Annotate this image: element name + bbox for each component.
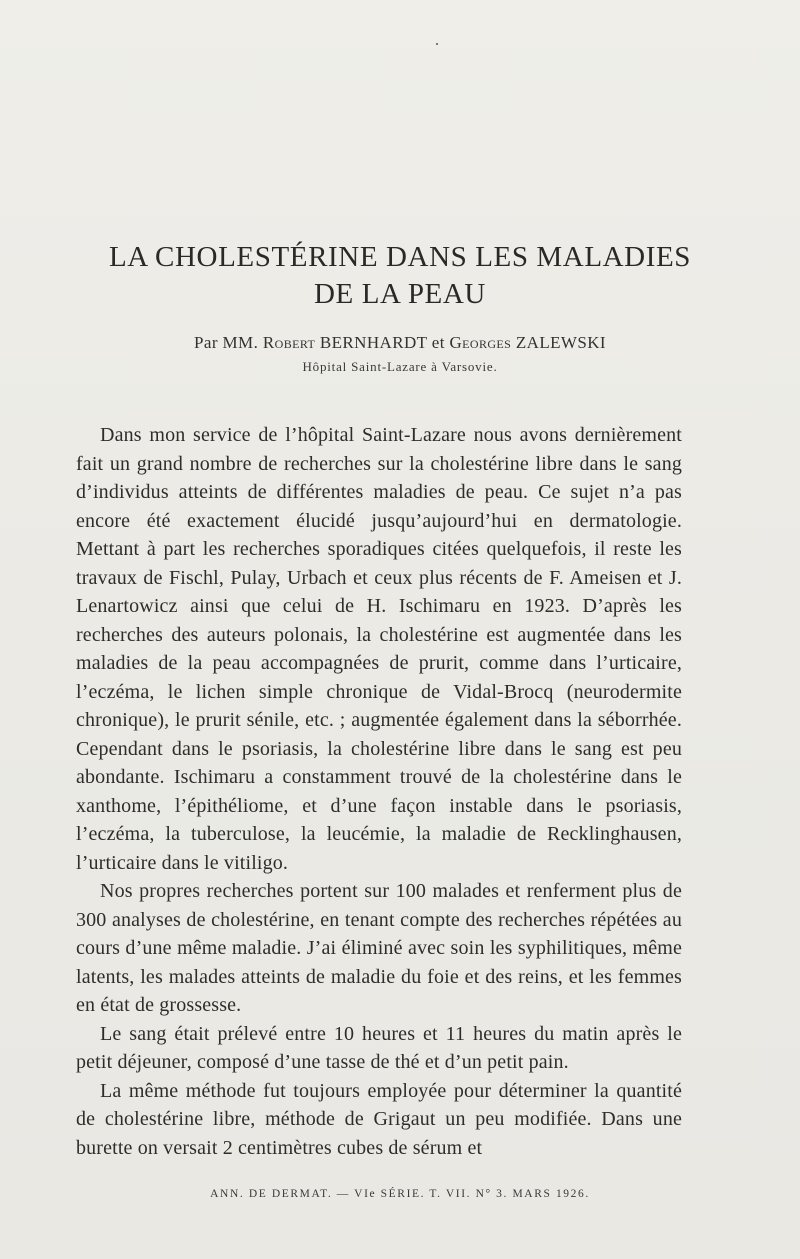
author-2-last-name: ZALEWSKI xyxy=(515,333,606,352)
ink-speck xyxy=(436,43,438,45)
byline-prefix: Par MM. xyxy=(194,333,259,352)
body-paragraph: Le sang était prélevé entre 10 heures et 11 heures du matin après le petit déjeuner, composé d’une tasse de thé et d’un petit pain. xyxy=(76,1022,682,1073)
journal-footer: ANN. DE DERMAT. — VIe SÉRIE. T. VII. N° 3. MARS 1926. xyxy=(210,1188,590,1200)
author-byline xyxy=(60,333,740,353)
author-2-first-name: Georges xyxy=(449,333,512,352)
author-affiliation: Hôpital Saint-Lazare à Varsovie. xyxy=(302,359,498,374)
byline-conjunction: et xyxy=(431,333,445,352)
body-paragraph: Nos propres recherches portent sur 100 malades et renferment plus de 300 analyses de cholestérine, en tenant compte des recherches répétées au cours d’une même maladie. J’ai éliminé avec soin les syphilitiques, même latents, les malades atteints de maladie du foie et des reins, et les femmes en état de grossesse. xyxy=(76,880,682,1016)
author-1-last-name: BERNHARDT xyxy=(319,333,428,352)
article-body xyxy=(76,421,682,1162)
body-paragraph: Dans mon service de l’hôpital Saint-Lazare nous avons dernièrement fait un grand nombre de recherches sur la cholestérine libre dans le sang d’individus atteints de différentes maladies de peau. Ce sujet n’a pas encore été exactement élucidé jusqu’aujourd’hui en dermatologie. Mettant à part les recherches sporadiques citées quelquefois, il reste les travaux de Fischl, Pulay, Urbach et ceux plus récents de F. Ameisen et J. Lenartowicz ainsi que celui de H. Ischimaru en 1923. D’après les recherches des auteurs polonais, la cholestérine est augmentée dans les maladies de la peau accompagnées de prurit, comme dans l’urticaire, l’eczéma, le lichen simple chronique de Vidal-Brocq (neurodermite chronique), le prurit sénile, etc. ; augmentée également dans la séborrhée. Cependant dans le psoriasis, la cholestérine libre dans le sang est peu abondante. Ischimaru a constamment trouvé de la cholestérine dans le xanthome, l’épithéliome, et d’une façon instable dans le psoriasis, l’eczéma, la tuberculose, la leucémie, la maladie de Recklinghausen, l’urticaire dans le vitiligo. xyxy=(76,424,682,874)
author-1-first-name: Robert xyxy=(262,333,316,352)
article-title-line-2: DE LA PEAU xyxy=(314,278,486,310)
article-title-line-1: LA CHOLESTÉRINE DANS LES MALADIES xyxy=(108,241,692,273)
body-paragraph: La même méthode fut toujours employée pour déterminer la quantité de cholestérine libre, méthode de Grigaut un peu modifiée. Dans une burette on versait 2 centimètres cubes de sérum et xyxy=(76,1079,682,1159)
